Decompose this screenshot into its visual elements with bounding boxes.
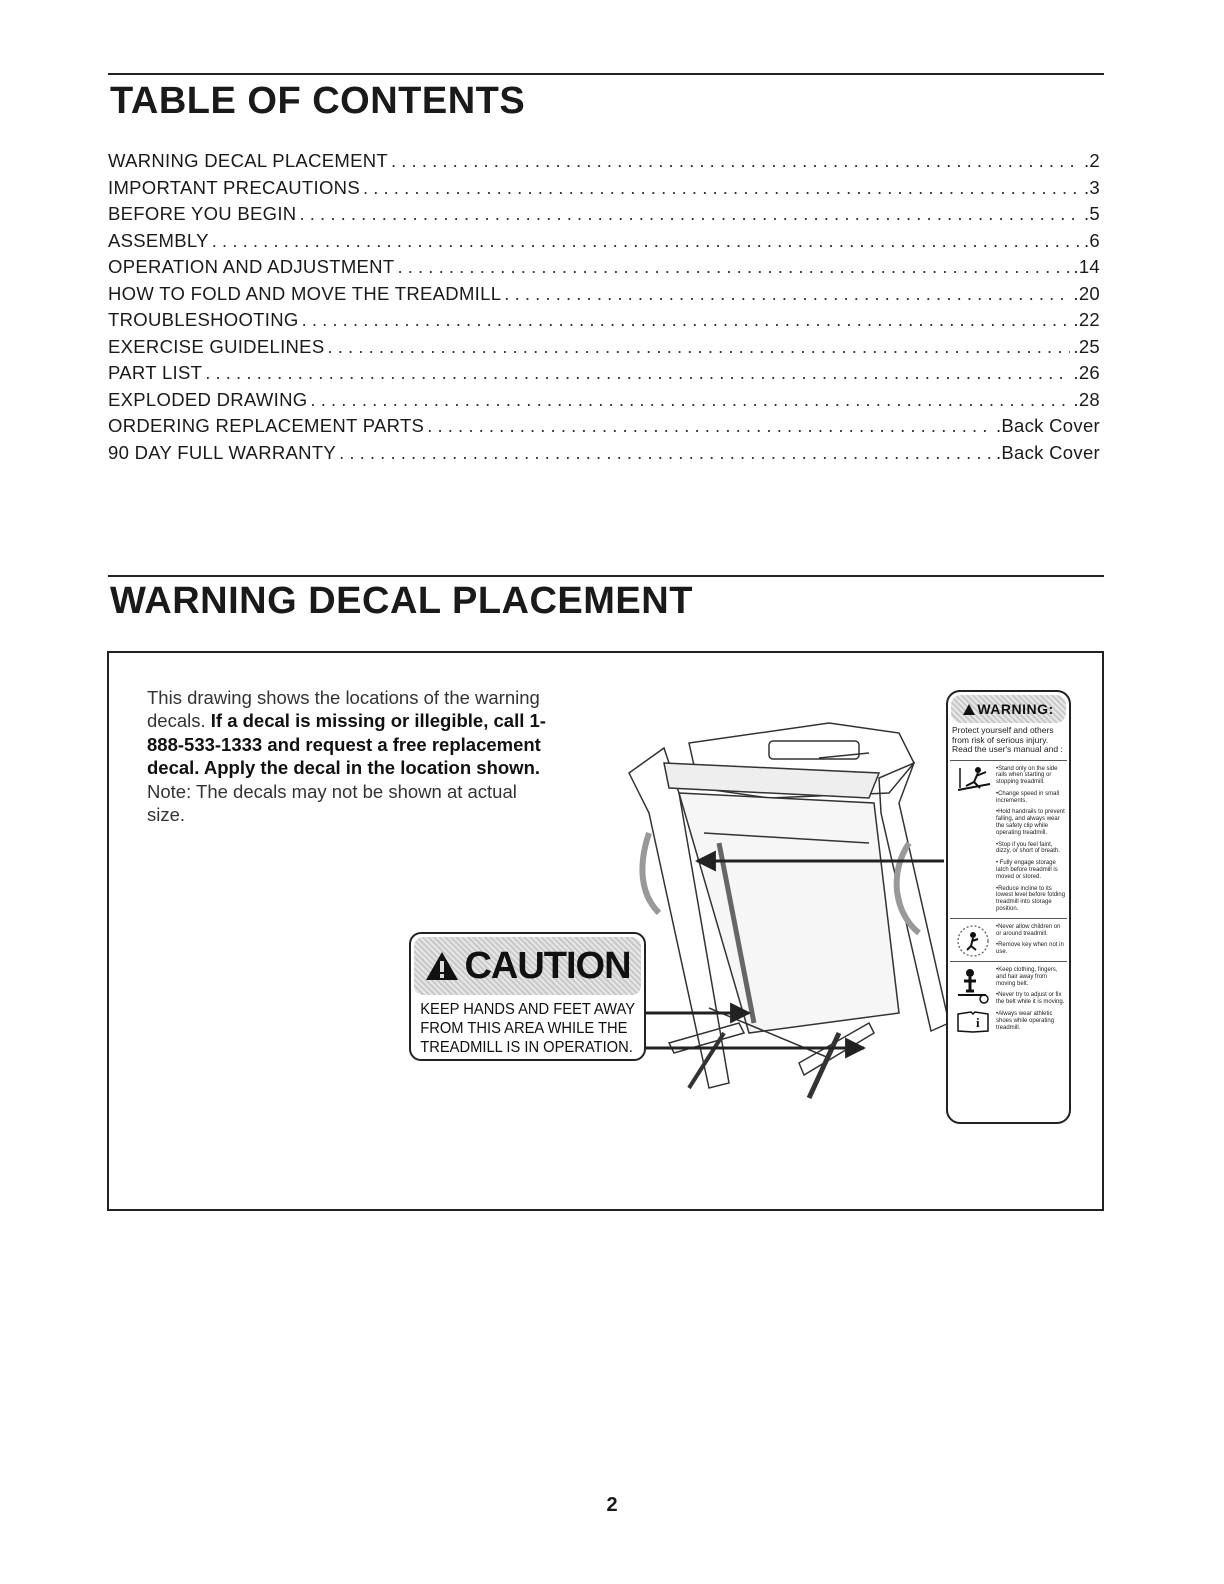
toc-entry bbox=[108, 336, 1100, 363]
warning-decal bbox=[946, 690, 1071, 1124]
toc-leader-dots bbox=[397, 256, 1070, 278]
warning-item-text: •Never try to adjust or fix the belt while it is moving. bbox=[996, 992, 1065, 1006]
toc-entry bbox=[108, 283, 1100, 310]
toc-entry bbox=[108, 203, 1100, 230]
toc-entry-page: .Back Cover bbox=[995, 415, 1100, 436]
toc-entry bbox=[108, 389, 1100, 416]
toc-list bbox=[108, 150, 1100, 468]
toc-leader-dots bbox=[363, 177, 1081, 199]
warning-item-text: •Hold handrails to prevent falling, and always wear the safety clip while operating treadmill. bbox=[996, 809, 1065, 836]
toc-entry bbox=[108, 256, 1100, 283]
toc-entry-title: 90 DAY FULL WARRANTY bbox=[108, 441, 337, 463]
toc-entry bbox=[108, 362, 1100, 389]
toc-entry-page: .20 bbox=[1073, 282, 1100, 304]
warning-item bbox=[948, 967, 1069, 987]
caution-line: KEEP HANDS AND FEET AWAY bbox=[420, 1001, 636, 1018]
warning-intro: Protect yourself and others from risk of serious injury. Read the user's manual and : bbox=[952, 725, 1063, 754]
toc-entry bbox=[108, 150, 1100, 177]
caution-header bbox=[414, 937, 641, 995]
toc-leader-dots bbox=[299, 203, 1080, 225]
caution-heading: CAUTION bbox=[464, 944, 631, 987]
warning-item bbox=[948, 924, 1069, 938]
warning-item bbox=[948, 766, 1069, 786]
warning-item bbox=[948, 992, 1069, 1006]
toc-entry-page: .28 bbox=[1073, 388, 1100, 410]
toc-entry-title: ORDERING REPLACEMENT PARTS bbox=[108, 415, 425, 436]
toc-entry-title: IMPORTANT PRECAUTIONS bbox=[108, 176, 360, 198]
intro-bold-text: If a decal is missing or illegible, call 1-888-533-1333 and request a free replacement decal. Apply the decal in the location shown. bbox=[147, 710, 546, 779]
toc-entry-page: .25 bbox=[1073, 335, 1100, 357]
caution-line: FROM THIS AREA WHILE THE bbox=[420, 1020, 628, 1037]
toc-entry-title: WARNING DECAL PLACEMENT bbox=[108, 150, 388, 171]
warning-item-text: •Stop if you feel faint, dizzy, or short of breath. bbox=[996, 841, 1060, 855]
toc-entry-page: .6 bbox=[1083, 229, 1100, 251]
toc-entry bbox=[108, 230, 1100, 257]
intro-text-1: This drawing shows the locations of the warning decals. bbox=[147, 687, 540, 732]
top-rule bbox=[108, 73, 1104, 75]
toc-leader-dots bbox=[427, 415, 993, 437]
toc-entry-title: HOW TO FOLD AND MOVE THE TREADMILL bbox=[108, 282, 502, 304]
toc-leader-dots bbox=[327, 336, 1070, 358]
warning-item-text: • Fully engage storage latch before treadmill is moved or stored. bbox=[996, 860, 1058, 880]
warning-item-text: •Keep clothing, fingers, and hair away from moving belt. bbox=[996, 967, 1058, 987]
toc-entry-title: EXERCISE GUIDELINES bbox=[108, 335, 325, 357]
warning-item bbox=[948, 886, 1069, 913]
warning-triangle-icon bbox=[963, 704, 975, 715]
toc-leader-dots bbox=[504, 283, 1070, 305]
toc-leader-dots bbox=[212, 230, 1081, 252]
divider bbox=[950, 961, 1067, 962]
caution-decal bbox=[409, 932, 646, 1061]
page-number: 2 bbox=[606, 1494, 618, 1516]
toc-entry-page: .2 bbox=[1083, 150, 1100, 171]
toc-leader-dots bbox=[310, 389, 1070, 411]
decal-figure bbox=[107, 651, 1104, 1211]
toc-entry-title: PART LIST bbox=[108, 362, 203, 383]
toc-leader-dots bbox=[205, 362, 1070, 384]
warning-item-text: •Stand only on the side rails when starting or stopping treadmill. bbox=[996, 765, 1058, 786]
toc-entry-title: EXPLODED DRAWING bbox=[108, 388, 308, 410]
toc-entry-page: .26 bbox=[1073, 362, 1100, 383]
caution-line: TREADMILL IS IN OPERATION. bbox=[420, 1039, 633, 1056]
read-manual-icon bbox=[956, 1011, 990, 1033]
toc-entry-title: TROUBLESHOOTING bbox=[108, 309, 299, 330]
toc-entry-page: .3 bbox=[1083, 176, 1100, 198]
toc-entry bbox=[108, 177, 1100, 204]
section-rule bbox=[108, 575, 1104, 577]
warning-item bbox=[948, 791, 1069, 805]
toc-entry-title: ASSEMBLY bbox=[108, 229, 209, 251]
toc-entry bbox=[108, 442, 1100, 469]
toc-entry bbox=[108, 309, 1100, 336]
divider bbox=[950, 760, 1067, 761]
warning-triangle-icon bbox=[424, 950, 460, 982]
caution-text bbox=[411, 998, 636, 1059]
toc-entry bbox=[108, 415, 1100, 442]
toc-entry-title: BEFORE YOU BEGIN bbox=[108, 203, 297, 224]
warning-item bbox=[948, 809, 1069, 836]
toc-leader-dots bbox=[339, 442, 993, 464]
warning-item bbox=[948, 942, 1069, 956]
warning-item-text: •Always wear athletic shoes while operating treadmill. bbox=[996, 1011, 1055, 1031]
toc-entry-page: .22 bbox=[1073, 309, 1100, 330]
toc-leader-dots bbox=[391, 150, 1081, 172]
warning-item bbox=[948, 842, 1069, 856]
toc-entry-page: .Back Cover bbox=[995, 441, 1100, 463]
warning-item bbox=[948, 860, 1069, 880]
warning-item-text: •Remove key when not in use. bbox=[996, 942, 1064, 956]
warning-item bbox=[948, 1011, 1069, 1031]
warning-header bbox=[951, 695, 1066, 723]
person-on-rails-icon bbox=[956, 766, 992, 792]
toc-entry-page: .14 bbox=[1073, 256, 1100, 277]
warning-item-text: •Change speed in small increments. bbox=[996, 790, 1060, 804]
decal-heading: WARNING DECAL PLACEMENT bbox=[110, 580, 693, 622]
svg-text:i: i bbox=[976, 1015, 980, 1031]
toc-heading: TABLE OF CONTENTS bbox=[110, 80, 526, 122]
toc-entry-title: OPERATION AND ADJUSTMENT bbox=[108, 256, 395, 277]
warning-item-text: •Never allow children on or around treadmill. bbox=[996, 923, 1061, 937]
toc-entry-page: .5 bbox=[1083, 203, 1100, 224]
divider bbox=[950, 918, 1067, 919]
intro-text-2: Note: The decals may not be shown at actual size. bbox=[147, 780, 517, 826]
toc-leader-dots bbox=[302, 309, 1071, 331]
warning-heading: WARNING: bbox=[977, 701, 1054, 717]
warning-item-text: •Reduce incline to its lowest level before folding treadmill into storage position. bbox=[996, 885, 1066, 913]
